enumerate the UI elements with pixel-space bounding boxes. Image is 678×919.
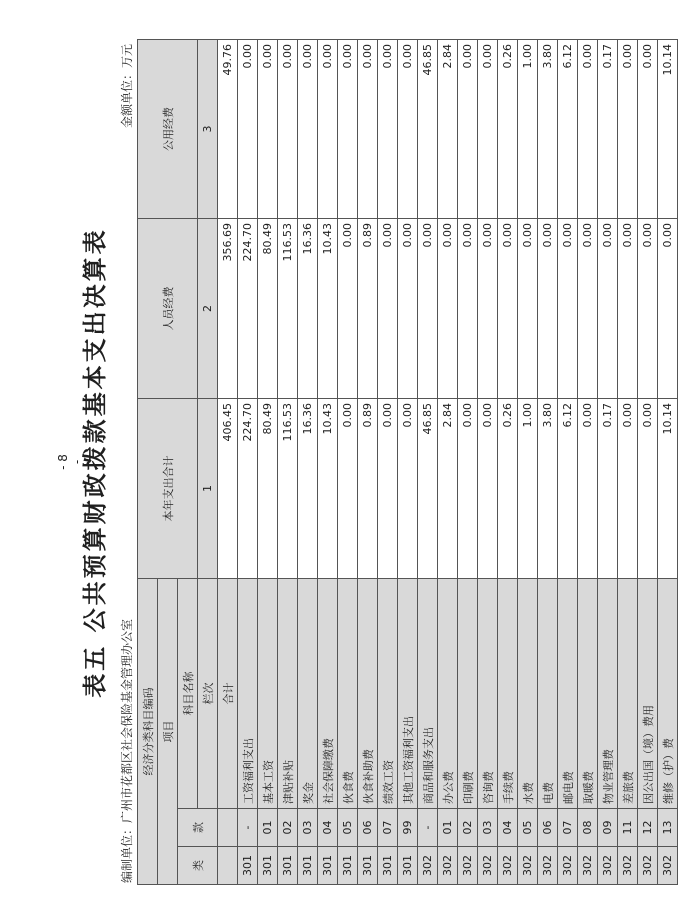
public-cell: 0.00 [258,39,278,218]
total-cell: 0.00 [638,398,658,578]
personnel-cell: 116.53 [278,218,298,398]
total-cell: 80.49 [258,398,278,578]
personnel-cell: 0.89 [358,218,378,398]
personnel-cell: 0.00 [498,218,518,398]
public-cell: 0.00 [638,39,658,218]
total-cell: 0.89 [358,398,378,578]
class-cell: 302 [458,847,478,885]
public-cell: 1.00 [518,39,538,218]
section-cell: 02 [458,809,478,847]
public-cell: 0.00 [238,39,258,218]
total-cell: 10.43 [318,398,338,578]
section-cell [218,809,238,847]
class-cell [218,847,238,885]
section-cell: 01 [258,809,278,847]
table-row [438,39,458,884]
table-row [578,39,598,884]
table-row [318,39,338,884]
total-cell: 6.12 [558,398,578,578]
total-cell: 46.85 [418,398,438,578]
public-cell: 0.00 [458,39,478,218]
personnel-cell: 16.36 [298,218,318,398]
class-cell: 301 [258,847,278,885]
public-cell: 0.00 [338,39,358,218]
header-code-group: 经济分类科目编码 [138,578,158,884]
public-cell: 46.85 [418,39,438,218]
personnel-cell: 0.00 [578,218,598,398]
section-cell: 03 [298,809,318,847]
public-cell: 0.00 [278,39,298,218]
personnel-cell: 0.00 [338,218,358,398]
total-cell: 16.36 [298,398,318,578]
public-cell: 2.84 [438,39,458,218]
subject-name-cell: 绩效工资 [378,578,398,808]
public-cell: 0.00 [478,39,498,218]
table-row [378,39,398,884]
public-cell: 0.00 [378,39,398,218]
class-cell: 301 [338,847,358,885]
subject-name-cell: 水费 [518,578,538,808]
section-cell: 11 [618,809,638,847]
subject-name-cell: 基本工资 [258,578,278,808]
personnel-cell: 0.00 [618,218,638,398]
public-cell: 49.76 [218,39,238,218]
table-row [638,39,658,884]
personnel-cell: 0.00 [418,218,438,398]
class-cell: 302 [618,847,638,885]
section-cell: 09 [598,809,618,847]
class-cell: 301 [318,847,338,885]
table-row [218,39,238,884]
total-cell: 0.00 [618,398,638,578]
public-cell: 6.12 [558,39,578,218]
personnel-cell: 0.00 [398,218,418,398]
table-row [398,39,418,884]
section-cell: 05 [518,809,538,847]
public-cell: 0.17 [598,39,618,218]
table-row [658,39,678,884]
subject-name-cell: 差旅费 [618,578,638,808]
total-cell: 0.00 [458,398,478,578]
header-public: 公用经费 [138,39,198,218]
personnel-cell: 10.43 [318,218,338,398]
subject-name-cell: 取暖费 [578,578,598,808]
total-cell: 224.70 [238,398,258,578]
total-cell: 0.00 [378,398,398,578]
public-cell: 0.00 [578,39,598,218]
subject-name-cell: 商品和服务支出 [418,578,438,808]
subject-name-cell: 社会保障缴费 [318,578,338,808]
class-cell: 302 [538,847,558,885]
total-cell: 0.26 [498,398,518,578]
header-item: 项目 [158,578,178,884]
subject-name-cell: 其他工资福利支出 [398,578,418,808]
subject-name-cell: 工资福利支出 [238,578,258,808]
section-cell: - [418,809,438,847]
section-cell: 02 [278,809,298,847]
subject-name-cell: 电费 [538,578,558,808]
org-label: 编制单位：广州市花都区社会保险基金管理办公室 [120,618,134,883]
subject-name-cell: 印刷费 [458,578,478,808]
class-cell: 301 [298,847,318,885]
class-cell: 301 [278,847,298,885]
subject-name-cell: 邮电费 [558,578,578,808]
subject-name-cell: 津贴补贴 [278,578,298,808]
table-row [518,39,538,884]
subject-name-cell: 物业管理费 [598,578,618,808]
total-cell: 0.00 [338,398,358,578]
personnel-cell: 0.00 [478,218,498,398]
section-cell: 08 [578,809,598,847]
unit-label: 金额单位：万元 [120,44,134,129]
subject-name-cell: 维修（护）费 [658,578,678,808]
section-cell: 99 [398,809,418,847]
section-cell: 13 [658,809,678,847]
section-cell: 04 [318,809,338,847]
public-cell: 0.00 [618,39,638,218]
header-subject-name: 科目名称 [178,578,198,808]
subject-name-cell: 合计 [218,578,238,808]
section-cell: 07 [378,809,398,847]
personnel-cell: 0.00 [518,218,538,398]
class-cell: 302 [498,847,518,885]
col-no-1: 1 [198,398,218,578]
table-row [298,39,318,884]
class-cell: 302 [638,847,658,885]
subject-name-cell: 咨询费 [478,578,498,808]
personnel-cell: 0.00 [378,218,398,398]
public-cell: 0.00 [318,39,338,218]
table-row [418,39,438,884]
section-cell: 01 [438,809,458,847]
personnel-cell: 356.69 [218,218,238,398]
header-personnel: 人员经费 [138,218,198,398]
table-row [598,39,618,884]
subject-name-cell: 手续费 [498,578,518,808]
personnel-cell: 0.00 [658,218,678,398]
header-total: 本年支出合计 [138,398,198,578]
class-cell: 301 [398,847,418,885]
public-cell: 0.00 [398,39,418,218]
personnel-cell: 224.70 [238,218,258,398]
col-no-2: 2 [198,218,218,398]
public-cell: 0.26 [498,39,518,218]
subject-name-cell: 因公出国（境）费用 [638,578,658,808]
rotated-content [75,40,675,885]
table-row [618,39,638,884]
total-cell: 0.00 [578,398,598,578]
total-cell: 116.53 [278,398,298,578]
section-cell: - [238,809,258,847]
subject-name-cell: 伙食费 [338,578,358,808]
section-cell: 05 [338,809,358,847]
class-cell: 302 [478,847,498,885]
table-row [278,39,298,884]
total-cell: 0.00 [478,398,498,578]
header-section: 款 [178,809,218,847]
personnel-cell: 0.00 [638,218,658,398]
total-cell: 3.80 [538,398,558,578]
table-row [498,39,518,884]
personnel-cell: 0.00 [458,218,478,398]
total-cell: 2.84 [438,398,458,578]
table-row [338,39,358,884]
subject-name-cell: 伙食补助费 [358,578,378,808]
personnel-cell: 0.00 [538,218,558,398]
section-cell: 07 [558,809,578,847]
table-row [258,39,278,884]
class-cell: 302 [658,847,678,885]
table-row [538,39,558,884]
col-no-3: 3 [198,39,218,218]
table-row [558,39,578,884]
class-cell: 301 [378,847,398,885]
subject-name-cell: 办公费 [438,578,458,808]
section-cell: 06 [538,809,558,847]
total-cell: 0.17 [598,398,618,578]
subject-name-cell: 奖金 [298,578,318,808]
table-row [358,39,378,884]
total-cell: 406.45 [218,398,238,578]
class-cell: 302 [418,847,438,885]
section-cell: 12 [638,809,658,847]
public-cell: 3.80 [538,39,558,218]
section-cell: 03 [478,809,498,847]
class-cell: 302 [558,847,578,885]
class-cell: 302 [598,847,618,885]
public-cell: 0.00 [358,39,378,218]
personnel-cell: 0.00 [438,218,458,398]
class-cell: 302 [438,847,458,885]
page-number: - 8 - [56,454,84,470]
public-cell: 10.14 [658,39,678,218]
section-cell: 04 [498,809,518,847]
table-row [238,39,258,884]
header-class: 类 [178,847,218,885]
class-cell: 302 [518,847,538,885]
total-cell: 1.00 [518,398,538,578]
expenditure-table [137,39,678,885]
table-row [478,39,498,884]
personnel-cell: 80.49 [258,218,278,398]
public-cell: 0.00 [298,39,318,218]
section-cell: 06 [358,809,378,847]
header-col-label: 栏次 [198,578,218,808]
personnel-cell: 0.00 [598,218,618,398]
class-cell: 301 [358,847,378,885]
total-cell: 10.14 [658,398,678,578]
personnel-cell: 0.00 [558,218,578,398]
class-cell: 301 [238,847,258,885]
page-title: 表五 公共预算财政拨款基本支出决算表 [80,227,109,698]
table-row [458,39,478,884]
class-cell: 302 [578,847,598,885]
total-cell: 0.00 [398,398,418,578]
